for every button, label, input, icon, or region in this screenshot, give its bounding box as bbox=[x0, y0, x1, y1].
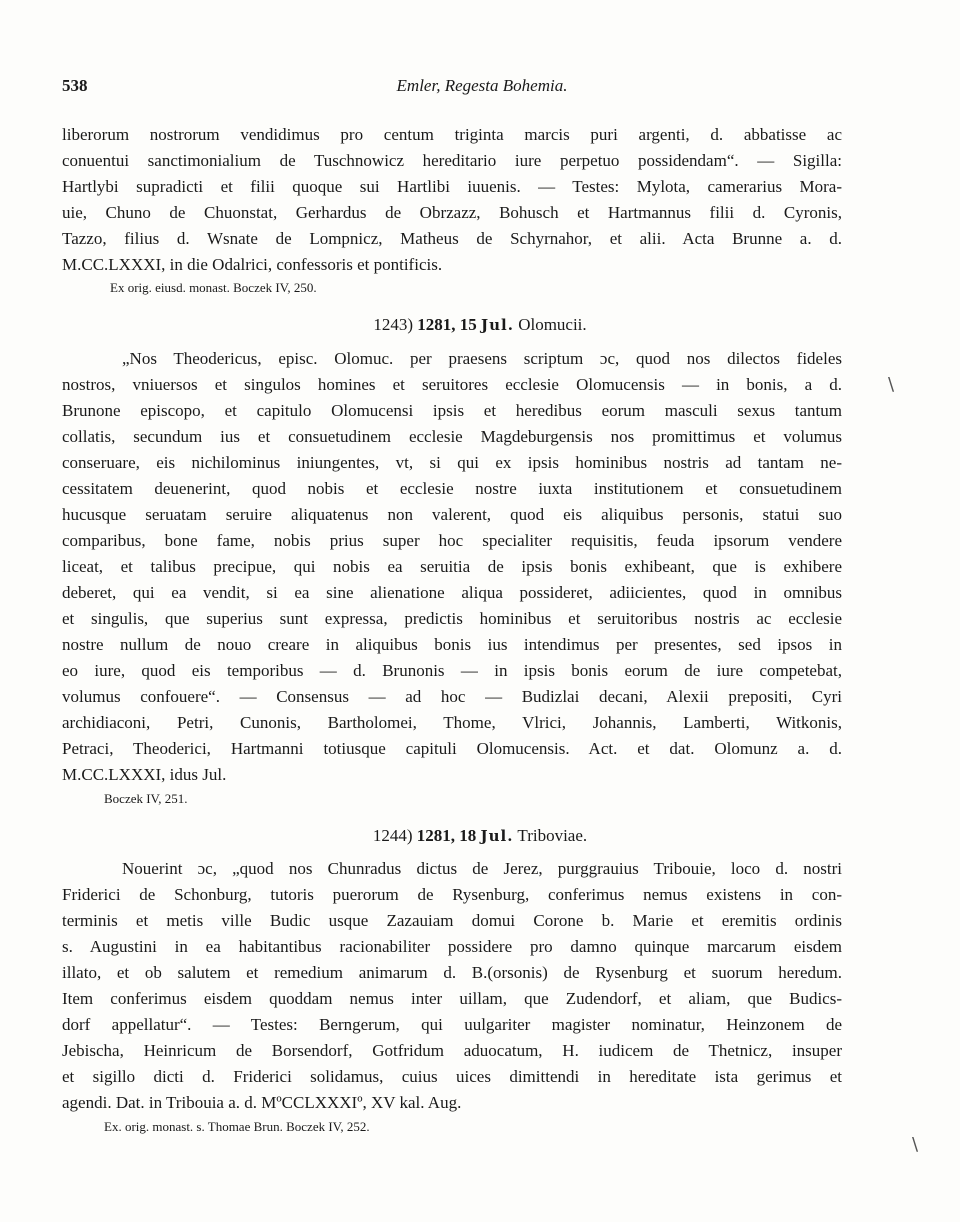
entry-place: Olomucii. bbox=[518, 315, 587, 334]
text-line: Nouerint ɔc, „quod nos Chunradus dictus de Jerez, purggrauius Tribouie, loco d. nostri bbox=[122, 859, 842, 878]
text-line: Jebischa, Heinricum de Borsendorf, Gotfridum aduocatum, H. iudicem de Thetnicz, insuper bbox=[62, 1041, 842, 1060]
text-line: eo iure, quod eis temporibus — d. Brunonis — in ipsis bonis eorum de iure competebat, bbox=[62, 661, 842, 680]
text-line: et sigillo dicti d. Friderici solidamus, cuius uices dimittendi in hereditate ista gerimus et bbox=[62, 1067, 842, 1086]
entry-year: 1281, bbox=[417, 315, 456, 334]
text-line: deberet, qui ea vendit, si ea sine alienatione aliqua possideret, adiicientes, quod in omnibus bbox=[62, 583, 842, 602]
running-title: Emler, Regesta Bohemia. bbox=[396, 76, 568, 95]
text-line: cessitatem deuenerint, quod nobis et ecclesie nostre iuxta institutionem et consuetudinem bbox=[62, 479, 842, 498]
text-line: illato, et ob salutem et remedium animarum d. B.(orsonis) de Rysenburg et suorum heredum. bbox=[62, 963, 842, 982]
text-line: Brunone episcopo, et capitulo Olomucensi ipsis et heredibus eorum masculi sexus tantum bbox=[62, 401, 842, 420]
entry-day: 15 bbox=[459, 315, 477, 334]
text-line: s. Augustini in ea habitantibus racionabiliter possidere pro damno quinque marcarum eisdem bbox=[62, 937, 842, 956]
text-line: collatis, secundum ius et consuetudinem ecclesie Magdeburgensis nos promittimus et volumus bbox=[62, 427, 842, 446]
text-line: Item conferimus eisdem quoddam nemus inter uillam, que Zudendorf, et aliam, que Budics- bbox=[62, 989, 842, 1008]
text-line: nostros, vniuersos et singulos homines et seruitores ecclesie Olomucensis — in bonis, a d. bbox=[62, 375, 842, 394]
text-line: hucusque seruatam seruire aliquatenus non valerent, quod eis aliquibus personis, statui suo bbox=[62, 505, 842, 524]
text-line: conseruare, eis nichilominus iniungentes, vt, si qui ex ipsis hominibus nostris ad tantam ne- bbox=[62, 453, 842, 472]
entry-month: Jul. bbox=[480, 827, 514, 845]
text-line: nostre nullum de nouo creare in aliquibus bonis ius intendimus per presentes, sed ipsos in bbox=[62, 635, 842, 654]
text-line: agendi. Dat. in Tribouia a. d. MºCCLXXXIº, XV kal. Aug. bbox=[62, 1093, 462, 1112]
text-line: archidiaconi, Petri, Cunonis, Bartholomei, Thome, Vlrici, Johannis, Lamberti, Witkonis, bbox=[62, 713, 842, 732]
entry-number: 1244) bbox=[372, 826, 413, 845]
page-header bbox=[62, 76, 902, 102]
text-line: dorf appellatur“. — Testes: Berngerum, qui uulgariter magister nominatur, Heinzonem de bbox=[62, 1015, 842, 1034]
text-line: Hartlybi supradicti et filii quoque sui Hartlibi iuuenis. — Testes: Mylota, camerarius Mora- bbox=[62, 177, 842, 196]
text-line: volumus confouere“. — Consensus — ad hoc — Budizlai decani, Alexii prepositi, Cyri bbox=[62, 687, 842, 706]
entry-place: Triboviae. bbox=[517, 826, 588, 845]
entry-month: Jul. bbox=[481, 316, 514, 334]
text-line: et singulis, que superius sunt expressa, predictis hominibus et seruitoribus nostris ac ecclesie bbox=[62, 609, 842, 628]
source-note: Ex. orig. monast. s. Thomae Brun. Boczek IV, 252. bbox=[104, 1119, 370, 1134]
text-line: liceat, et talibus precipue, qui nobis ea seruitia de ipsis bonis exhibeant, que is exhibere bbox=[62, 557, 842, 576]
text-line: comparibus, bone fame, nobis prius super hoc specialiter requisitis, feuda ipsorum vendere bbox=[62, 531, 842, 550]
text-line: terminis et metis ville Budic usque Zazauiam domui Corone b. Marie et eremitis ordinis bbox=[62, 911, 842, 930]
text-line: „Nos Theodericus, episc. Olomuc. per praesens scriptum ɔc, quod nos dilectos fideles bbox=[122, 349, 842, 368]
source-note: Boczek IV, 251. bbox=[104, 791, 188, 806]
text-line: Petraci, Theoderici, Hartmanni totiusque capituli Olomucensis. Act. et dat. Olomunz a. d. bbox=[62, 739, 842, 758]
source-note: Ex orig. eiusd. monast. Boczek IV, 250. bbox=[110, 280, 317, 295]
entry-year: 1281, bbox=[416, 826, 456, 845]
entry-heading bbox=[0, 315, 960, 335]
entry-heading bbox=[0, 826, 960, 846]
text-line: liberorum nostrorum vendidimus pro centum triginta marcis puri argenti, d. abbatisse ac bbox=[62, 125, 842, 144]
text-line: Friderici de Schonburg, tutoris puerorum de Rysenburg, conferimus nemus existens in con- bbox=[62, 885, 842, 904]
scan-mark: \ bbox=[888, 374, 895, 395]
text-line: conuentui sanctimonialium de Tuschnowicz hereditario iure perpetuo possidendam“. — Sigilla: bbox=[62, 151, 842, 170]
text-line: M.CC.LXXXI, in die Odalrici, confessoris et pontificis. bbox=[62, 255, 443, 274]
entry-day: 18 bbox=[459, 826, 477, 845]
scan-mark: \ bbox=[912, 1134, 919, 1155]
entry-number: 1243) bbox=[373, 315, 413, 334]
text-line: M.CC.LXXXI, idus Jul. bbox=[62, 765, 227, 784]
text-line: uie, Chuno de Chuonstat, Gerhardus de Obrzazz, Bohusch et Hartmannus filii d. Cyronis, bbox=[62, 203, 842, 222]
text-line: Tazzo, filius d. Wsnate de Lompnicz, Matheus de Schyrnahor, et alii. Acta Brunne a. d. bbox=[62, 229, 842, 248]
page-number: 538 bbox=[62, 76, 88, 95]
